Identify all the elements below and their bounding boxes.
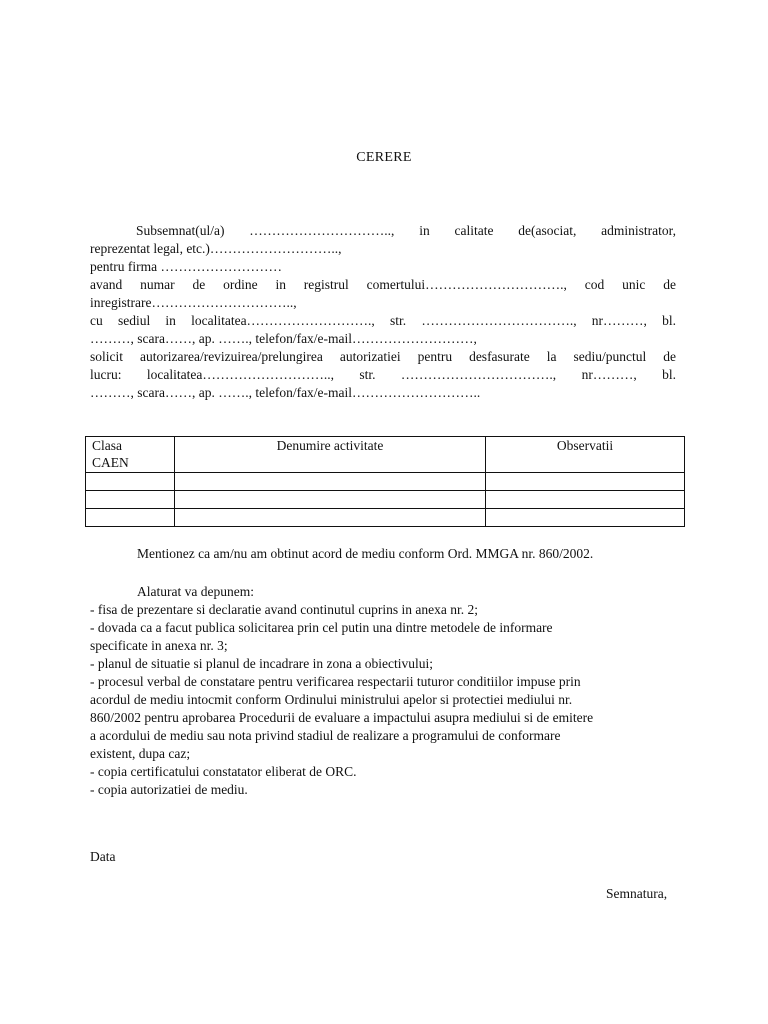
intro-line: pentru firma ……………………… xyxy=(90,259,282,274)
attachments-list xyxy=(90,583,670,799)
list-item: - dovada ca a facut publica solicitarea prin cel putin una dintre metodele de informare xyxy=(90,620,553,635)
table-cell xyxy=(486,491,685,509)
list-item: - fisa de prezentare si declaratie avand continutul cuprins in anexa nr. 2; xyxy=(90,602,478,617)
header-label-clasa: Clasa xyxy=(92,438,122,453)
table-cell xyxy=(175,509,486,527)
environmental-agreement-statement: Mentionez ca am/nu am obtinut acord de mediu conform Ord. MMGA nr. 860/2002. xyxy=(137,546,594,561)
list-item: existent, dupa caz; xyxy=(90,746,191,761)
caen-activities-table xyxy=(85,436,685,527)
list-item: acordul de mediu intocmit conform Ordinului ministrului apelor si protectiei mediului nr. xyxy=(90,692,573,707)
list-item: a acordului de mediu sau nota privind stadiul de realizare a programului de conformare xyxy=(90,728,561,743)
table-cell xyxy=(86,509,175,527)
document-title: CERERE xyxy=(356,150,412,165)
applicant-details xyxy=(90,222,676,402)
list-item: specificate in anexa nr. 3; xyxy=(90,638,228,653)
table-row xyxy=(86,473,685,491)
header-label-caen: CAEN xyxy=(92,455,129,470)
table-header-row xyxy=(86,437,685,473)
table-cell xyxy=(175,473,486,491)
intro-line: Subsemnat(ul/a) ………………………….., in calitate de(asociat, administrator, xyxy=(136,223,676,238)
table-cell xyxy=(486,473,685,491)
table-cell xyxy=(86,473,175,491)
column-header-activity-name: Denumire activitate xyxy=(175,437,486,473)
intro-line: solicit autorizarea/revizuirea/prelungirea autorizatiei pentru desfasurate la sediu/punctul de xyxy=(90,349,676,364)
intro-line: ………, scara……, ap. ……., telefon/fax/e-mail……………………….. xyxy=(90,385,481,400)
list-item: - copia autorizatiei de mediu. xyxy=(90,782,248,797)
intro-line: lucru: localitatea……………………….., str. ……………………………., nr………, bl. xyxy=(90,367,676,382)
intro-line: ………, scara……, ap. ……., telefon/fax/e-mail………………………, xyxy=(90,331,477,346)
list-item: 860/2002 pentru aprobarea Procedurii de evaluare a impactului asupra mediului si de emitere xyxy=(90,710,594,725)
list-item: - procesul verbal de constatare pentru verificarea respectarii tuturor conditiilor impuse prin xyxy=(90,674,581,689)
table-cell xyxy=(175,491,486,509)
intro-line: reprezentat legal, etc.)……………………….., xyxy=(90,241,342,256)
attachments-heading: Alaturat va depunem: xyxy=(137,584,254,599)
date-label: Data xyxy=(90,849,116,864)
intro-line: inregistrare………………………….., xyxy=(90,295,297,310)
intro-line: cu sediul in localitatea………………………., str. ……………………………., nr………, bl. xyxy=(90,313,676,328)
table-row xyxy=(86,509,685,527)
list-item: - planul de situatie si planul de incadrare in zona a obiectivului; xyxy=(90,656,434,671)
intro-line: avand numar de ordine in registrul comertului…………………………., cod unic de xyxy=(90,277,676,292)
column-header-caen-class xyxy=(86,437,175,473)
signature-label: Semnatura, xyxy=(606,886,668,901)
column-header-observations: Observatii xyxy=(486,437,685,473)
table-cell xyxy=(486,509,685,527)
table-row xyxy=(86,491,685,509)
list-item: - copia certificatului constatator eliberat de ORC. xyxy=(90,764,357,779)
table-cell xyxy=(86,491,175,509)
